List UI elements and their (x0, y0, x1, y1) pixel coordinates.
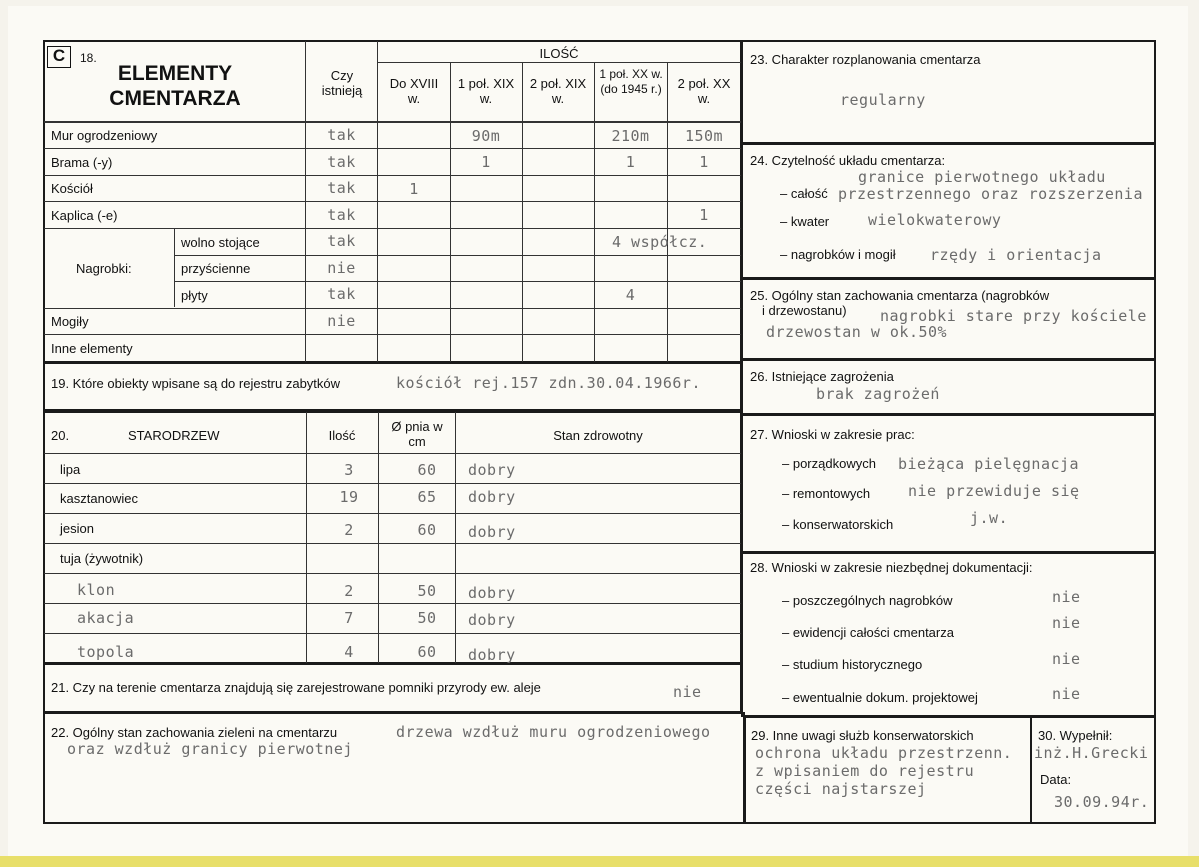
tree-count: 19 (339, 488, 359, 506)
section-25-label-1: 25. Ogólny stan zachowania cmentarza (nagrobków (750, 288, 1050, 303)
czy-value: tak (327, 232, 356, 250)
nagrobkow-doc-value: nie (1052, 588, 1081, 606)
studium-label: – studium historycznego (782, 657, 923, 672)
section-22-value-1: drzewa wzdłuż muru ogrodzeniowego (396, 723, 711, 741)
row-label-mur: Mur ogrodzeniowy (51, 128, 158, 143)
tree-count: 4 (344, 643, 354, 661)
filled-by-name: inż.H.Grecki (1034, 744, 1149, 762)
konserwatorskich-label: – konserwatorskich (782, 517, 894, 532)
tree-count: 2 (344, 521, 354, 539)
row-label-kosciol: Kościół (51, 181, 93, 196)
tree-health: dobry (468, 646, 516, 664)
section-28-label: 28. Wnioski w zakresie niezbędnej dokumentacji: (750, 560, 1033, 575)
plyty-1pol-xx: 4 (625, 286, 636, 304)
studium-value: nie (1052, 650, 1081, 668)
tree-name: klon (77, 581, 116, 599)
mur-1pol-xx: 210m (611, 127, 650, 145)
ewidencji-label: – ewidencji całości cmentarza (782, 625, 954, 640)
czy-value: tak (327, 153, 356, 171)
section-29-value-1: ochrona układu przestrzenn. (755, 744, 1013, 762)
section-26-box (741, 359, 1156, 415)
date-value: 30.09.94r. (1054, 793, 1150, 811)
section-29-value-3: części najstarszej (755, 780, 927, 798)
section-29-label: 29. Inne uwagi służb konserwatorskich (751, 728, 974, 743)
czy-value: nie (327, 259, 356, 277)
tree-diameter: 60 (417, 521, 437, 539)
col-header-2pol-xix: 2 poł. XIX w. (529, 76, 587, 106)
kaplica-2pol-xx: 1 (699, 206, 709, 224)
section-22-label: 22. Ogólny stan zachowania zieleni na cmentarzu (51, 725, 338, 740)
calosc-value-2: przestrzennego oraz rozszerzenia (838, 186, 1143, 203)
section-18-title-1: ELEMENTY (117, 62, 233, 85)
tree-name: kasztanowiec (60, 491, 139, 506)
tree-name: akacja (77, 609, 135, 627)
kosciol-do-xviii: 1 (409, 180, 419, 198)
czy-value: tak (327, 179, 356, 197)
section-20-number: 20. (51, 428, 70, 443)
section-26-label: 26. Istniejące zagrożenia (750, 369, 894, 384)
remontowych-value: nie przewiduje się (908, 482, 1080, 500)
calosc-label: – całość (780, 186, 828, 201)
section-20-title: STARODRZEW (128, 428, 220, 443)
czy-istnieja-header: Czy istnieją (321, 68, 363, 98)
tree-health: dobry (468, 584, 516, 602)
row-label-wolno-stojace: wolno stojące (181, 235, 260, 250)
tree-count: 3 (344, 461, 354, 479)
row-label-kaplica: Kaplica (-e) (51, 208, 118, 223)
tree-health: dobry (468, 461, 516, 479)
czy-value: tak (327, 126, 356, 144)
remontowych-label: – remontowych (782, 486, 871, 501)
section-18-number: 18. (80, 51, 97, 65)
section-21-label: 21. Czy na terenie cmentarza znajdują się zarejestrowane pomniki przyrody ew. aleje (51, 680, 541, 695)
section-letter: C (52, 46, 66, 65)
row-label-mogily: Mogiły (51, 314, 89, 329)
tree-diameter: 60 (417, 643, 437, 661)
brama-2pol-xx: 1 (699, 153, 709, 171)
section-25-value-2: drzewostan w ok.50% (766, 323, 948, 341)
czy-value: tak (327, 206, 356, 224)
brama-1pol-xix: 1 (481, 153, 491, 171)
tree-count: 7 (344, 609, 354, 627)
projektowej-value: nie (1052, 685, 1081, 703)
section-21-value: nie (673, 683, 702, 701)
tree-health: dobry (468, 523, 516, 541)
starodrzew-pien-header: Ø pnia w cm (391, 419, 443, 449)
tree-name: jesion (60, 521, 94, 536)
section-19-label: 19. Które obiekty wpisane są do rejestru zabytków (51, 376, 341, 391)
date-label: Data: (1040, 772, 1072, 787)
porzadkowych-value: bieżąca pielęgnacja (898, 455, 1080, 473)
nagrobkow-value: rzędy i orientacja (930, 246, 1102, 264)
tree-diameter: 65 (417, 488, 437, 506)
col-header-2pol-xx: 2 poł. XX w. (677, 76, 731, 106)
row-label-brama: Brama (-y) (51, 155, 113, 170)
tree-health: dobry (468, 488, 516, 506)
tree-health: dobry (468, 611, 516, 629)
section-30-label: 30. Wypełnił: (1038, 728, 1113, 743)
czy-value: nie (327, 312, 356, 330)
starodrzew-ilosc-header: Ilość (328, 428, 356, 443)
nagrobkow-label: – nagrobków i mogił (780, 247, 896, 262)
porzadkowych-label: – porządkowych (782, 456, 876, 471)
section-29-value-2: z wpisaniem do rejestru (755, 762, 975, 780)
tree-count: 2 (344, 582, 354, 600)
tree-name: lipa (60, 462, 81, 477)
row-label-przyscienne: przyścienne (181, 261, 251, 276)
section-26-value: brak zagrożeń (816, 385, 940, 403)
section-19-value: kościół rej.157 zdn.30.04.1966r. (396, 374, 701, 392)
calosc-value-1: granice pierwotnego układu (858, 168, 1106, 186)
section-25-label-2: i drzewostanu) (762, 303, 847, 318)
tree-diameter: 50 (417, 609, 437, 627)
wolno-stojace-1pol-xx: 4 współcz. (612, 233, 708, 251)
konserwatorskich-value: j.w. (970, 509, 1009, 527)
czy-value: tak (327, 285, 356, 303)
brama-1pol-xx: 1 (625, 153, 636, 171)
section-27-label: 27. Wnioski w zakresie prac: (750, 427, 915, 442)
col-header-1pol-xx: 1 poł. XX w. (do 1945 r.) (599, 67, 663, 96)
section-23-label: 23. Charakter rozplanowania cmentarza (750, 52, 981, 67)
scan-edge (0, 856, 1199, 867)
ilosc-header: ILOŚĆ (539, 46, 579, 61)
section-23-value: regularny (840, 91, 926, 109)
tree-name: tuja (żywotnik) (60, 551, 144, 566)
starodrzew-stan-header: Stan zdrowotny (553, 428, 643, 443)
ewidencji-value: nie (1052, 614, 1081, 632)
tree-name: topola (77, 643, 135, 661)
kwater-value: wielokwaterowy (868, 211, 1002, 229)
mur-1pol-xix: 90m (471, 127, 501, 145)
row-label-plyty: płyty (181, 288, 208, 303)
projektowej-label: – ewentualnie dokum. projektowej (782, 690, 978, 705)
col-header-do-xviii: Do XVIII w. (389, 76, 439, 106)
section-25-value-1: nagrobki stare przy kościele (880, 308, 1147, 325)
tree-diameter: 60 (417, 461, 437, 479)
tree-diameter: 50 (417, 582, 437, 600)
section-22-value-2: oraz wzdłuż granicy pierwotnej (67, 740, 353, 758)
mur-2pol-xx: 150m (684, 127, 724, 145)
nagrobkow-doc-label: – poszczególnych nagrobków (782, 593, 953, 608)
kwater-label: – kwater (780, 214, 830, 229)
col-header-1pol-xix: 1 poł. XIX w. (457, 76, 515, 106)
nagrobki-label: Nagrobki: (76, 261, 132, 276)
section-24-label: 24. Czytelność układu cmentarza: (750, 153, 946, 168)
section-18-title-2: CMENTARZA (109, 87, 241, 110)
row-label-inne: Inne elementy (51, 341, 133, 356)
